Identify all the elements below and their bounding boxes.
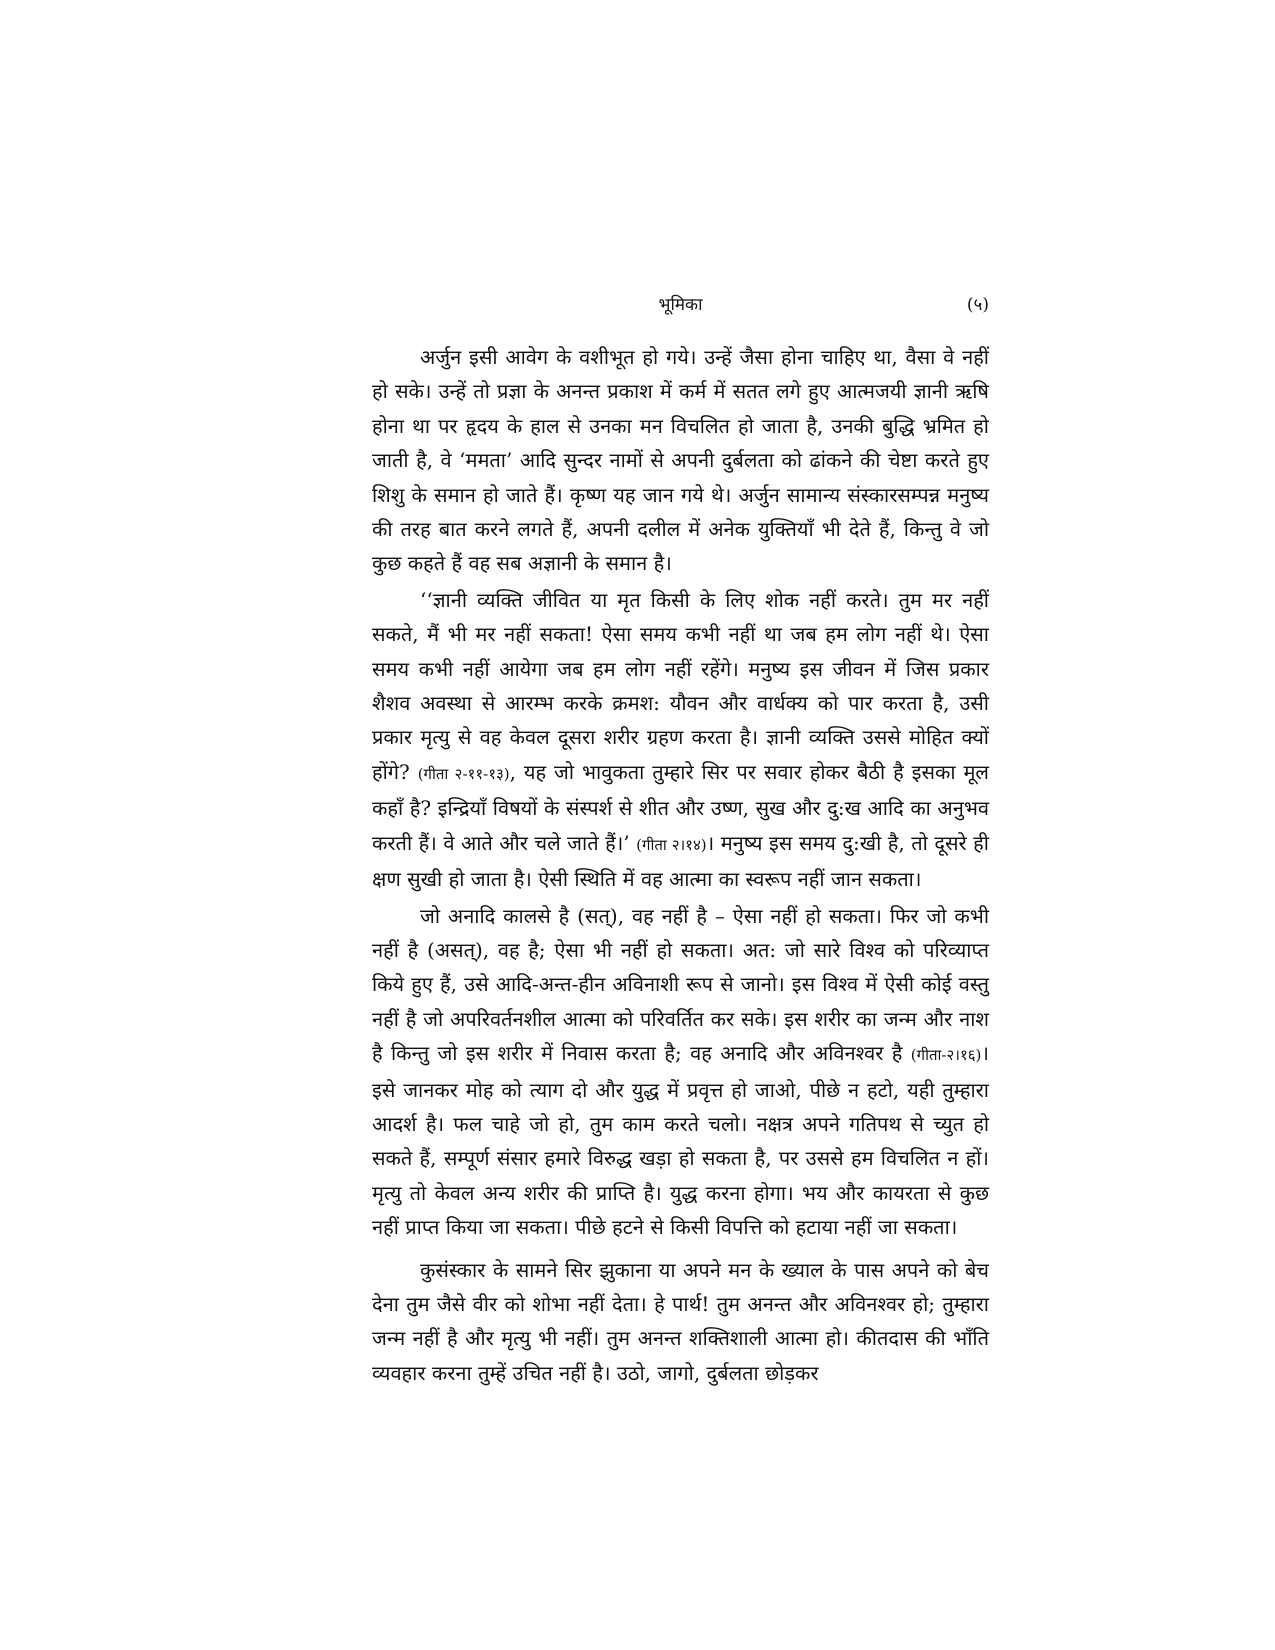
gita-citation: (गीता २।१४): [636, 835, 707, 854]
paragraph-text: , यह जो भावुकता तुम्हारे सिर पर सवार होकर बैठी है इसका मूल कहाँ है? इन्द्रियाँ विषयों के संस्पर्श से शीत और उष्ण, सुख और दु:ख आदि का अनुभव करती हैं। वे आते और चले जाते हैं।’: [372, 759, 989, 855]
paragraph-text: जो अनादि कालसे है (सत्), वह नहीं है – ऐसा नहीं हो सकता। फिर जो कभी नहीं है (असत्), वह है; ऐसा भी नहीं हो सकता। अत: जो सारे विश्व को परिव्याप्त किये हुए हैं, उसे आदि-अन्त-हीन अविनाशी रूप से जानो। इस विश्व में ऐसी कोई वस्तु नहीं है जो अपरिवर्तनशील आत्मा को परिवर्तित कर सके। इस शरीर का जन्म और नाश है किन्तु जो इस शरीर में निवास करता है; वह अनादि और अविनश्वर है: [372, 903, 989, 1066]
paragraph-text: । मनुष्य इस समय दु:खी है, तो दूसरे ही क्षण सुखी हो जाता है। ऐसी स्थिति में वह आत्मा का स्वरूप नहीं जान सकता।: [372, 830, 989, 892]
body-text: [372, 340, 989, 1392]
paragraph-text: कुसंस्कार के सामने सिर झुकाना या अपने मन के ख्याल के पास अपने को बेच देना तुम जैसे वीर को शोभा नहीं देता। हे पार्थ! तुम अनन्त और अविनश्वर हो; तुम्हारा जन्म नहीं है और मृत्यु भी नहीं। तुम अनन्त शक्तिशाली आत्मा हो। कीतदास की भाँति व्यवहार करना तुम्हें उचित नहीं है। उठो, जागो, दुर्बलता छोड़कर: [372, 1257, 989, 1385]
page-number: (५): [966, 295, 989, 315]
gita-citation: (गीता-२।१६): [910, 1046, 982, 1065]
running-title: भूमिका: [658, 295, 703, 315]
gita-citation: (गीता २-११-१३): [417, 764, 510, 783]
paragraph-1: [372, 340, 989, 581]
paragraph-4: [372, 1253, 989, 1391]
running-header: [372, 286, 989, 320]
paragraph-text: । इसे जानकर मोह को त्याग दो और युद्ध में प्रवृत्त हो जाओ, पीछे न हटो, यही तुम्हारा आदर्श है। फल चाहे जो हो, तुम काम करते चलो। नक्षत्र अपने गतिपथ से च्युत हो सकते हैं, सम्पूर्ण संसार हमारे विरुद्ध खड़ा हो सकता है, पर उससे हम विचलित न हों। मृत्यु तो केवल अन्य शरीर की प्राप्ति है। युद्ध करना होगा। भय और कायरता से कुछ नहीं प्राप्त किया जा सकता। पीछे हटने से किसी विपत्ति को हटाया नहीं जा सकता।: [372, 1041, 989, 1240]
paragraph-text: अर्जुन इसी आवेग के वशीभूत हो गये। उन्हें जैसा होना चाहिए था, वैसा वे नहीं हो सके। उन्हें तो प्रज्ञा के अनन्त प्रकाश में कर्म में सतत लगे हुए आत्मजयी ज्ञानी ऋषि होना था पर हृदय के हाल से उनका मन विचलित हो जाता है, उनकी बुद्धि भ्रमित हो जाती है, वे ‘ममता’ आदि सुन्दर नामों से अपनी दुर्बलता को ढांकने की चेष्टा करते हुए शिशु के समान हो जाते हैं। कृष्ण यह जान गये थे। अर्जुन सामान्य संस्कारसम्पन्न मनुष्य की तरह बात करने लगते हैं, अपनी दलील में अनेक युक्तियाँ भी देते हैं, किन्तु वे जो कुछ कहते हैं वह सब अज्ञानी के समान है।: [372, 345, 989, 576]
paragraph-text: ‘‘ज्ञानी व्यक्ति जीवित या मृत किसी के लिए शोक नहीं करते। तुम मर नहीं सकते, मैं भी मर नहीं सकता! ऐसा समय कभी नहीं था जब हम लोग नहीं थे। ऐसा समय कभी नहीं आयेगा जब हम लोग नहीं रहेंगे। मनुष्य इस जीवन में जिस प्रकार शैशव अवस्था से आरम्भ करके क्रमश: यौवन और वार्धक्य को पार करता है, उसी प्रकार मृत्यु से वह केवल दूसरा शरीर ग्रहण करता है। ज्ञानी व्यक्ति उससे मोहित क्यों होंगे?: [372, 587, 989, 784]
paragraph-2: [372, 583, 989, 897]
paragraph-3: [372, 899, 989, 1245]
